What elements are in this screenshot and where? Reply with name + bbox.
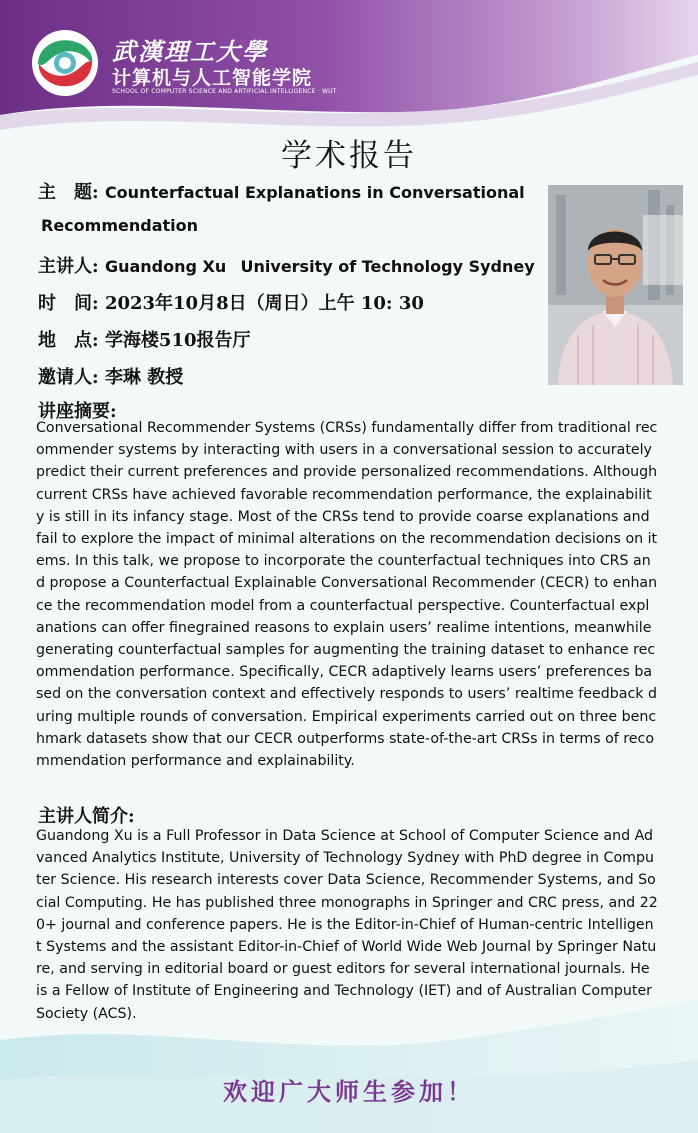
- abstract-heading: 讲座摘要:: [38, 401, 117, 422]
- inviter-value: 李琳 教授: [104, 367, 184, 388]
- university-name: 武漢理工大學: [112, 37, 268, 66]
- speaker-name: Guandong Xu: [104, 257, 227, 276]
- abstract-text: Conversational Recommender Systems (CRSs) fundamentally differ from traditional recommender systems by interacting with users in a conversational session to accurately predict their current preferences and provide personalized recommendations. Although current CRSs have achieved favorable recommendation performance, the explainability is still in its infancy stage. Most of the CRSs tend to provide coarse explanations and fail to explore the impact of minimal alterations on the recommendation decisions on items. In this talk, we propose to incorporate the counterfactual techniques into CRS and propose a Counterfactual Explainable Conversational Recommender (CECR) to enhance the recommendation model from a counterfactual perspective. Counterfactual explanations can offer finegrained reasons to explain users’ realime intentions, meanwhile generating counterfactual samples for augmenting the training dataset to enhance recommendation performance. Specifically, CECR adaptively learns users’ preferences based on the conversation context and effectively responds to users’ realtime feedback during multiple rounds of conversation. Empirical experiments carried out on three benchmark datasets show that our CECR outperforms state-of-the-art CRSs in terms of recommendation performance and explainability.: [36, 420, 658, 770]
- topic-value-line1: Counterfactual Explanations in Conversational: [104, 183, 525, 202]
- bio-text: Guandong Xu is a Full Professor in Data Science at School of Computer Science and Advanced Analytics Institute, University of Technology Sydney with PhD degree in Computer Science. His research interests cover Data Science, Recommender Systems, and Social Computing. He has published three monographs in Springer and CRC press, and 220+ journal and conference papers. He is the Editor-in-Chief of Human-centric Intelligent Systems and the assistant Editor-in-Chief of World Wide Web Journal by Springer Nature, and serving in editorial board or guest editors for several international journals. He is a Fellow of Institute of Engineering and Technology (IET) and of Australian Computer Society (ACS).: [36, 828, 658, 1022]
- school-name: 计算机与人工智能学院: [112, 67, 313, 89]
- speaker-row: [38, 252, 535, 278]
- page-title: 学术报告: [281, 138, 417, 174]
- topic-row: [38, 178, 525, 204]
- place-value: 学海楼510报告厅: [104, 330, 251, 351]
- topic-row-continued: [41, 215, 198, 236]
- time-label: 时 间:: [38, 293, 99, 314]
- time-value: 2023年10月8日（周日）上午 10: 30: [104, 293, 424, 314]
- time-row: [38, 289, 424, 315]
- school-name-english: SCHOOL OF COMPUTER SCIENCE AND ARTIFICIAL INTELLIGENCE · WUT: [112, 88, 337, 95]
- inviter-label: 邀请人:: [38, 367, 99, 388]
- closing-invitation: 欢迎广大师生参加！: [223, 1077, 475, 1106]
- inviter-row: [38, 363, 183, 389]
- speaker-portrait-icon: [548, 185, 683, 385]
- speaker-affiliation: University of Technology Sydney: [240, 257, 535, 276]
- header: [0, 0, 698, 110]
- topic-value-line2: Recommendation: [41, 216, 198, 235]
- speaker-label: 主讲人:: [38, 256, 99, 277]
- topic-label: 主 题:: [38, 182, 99, 203]
- place-label: 地 点:: [38, 330, 99, 351]
- bio-heading: 主讲人简介:: [38, 806, 135, 827]
- place-row: [38, 326, 251, 352]
- wut-swirl-logo-icon: [30, 28, 100, 98]
